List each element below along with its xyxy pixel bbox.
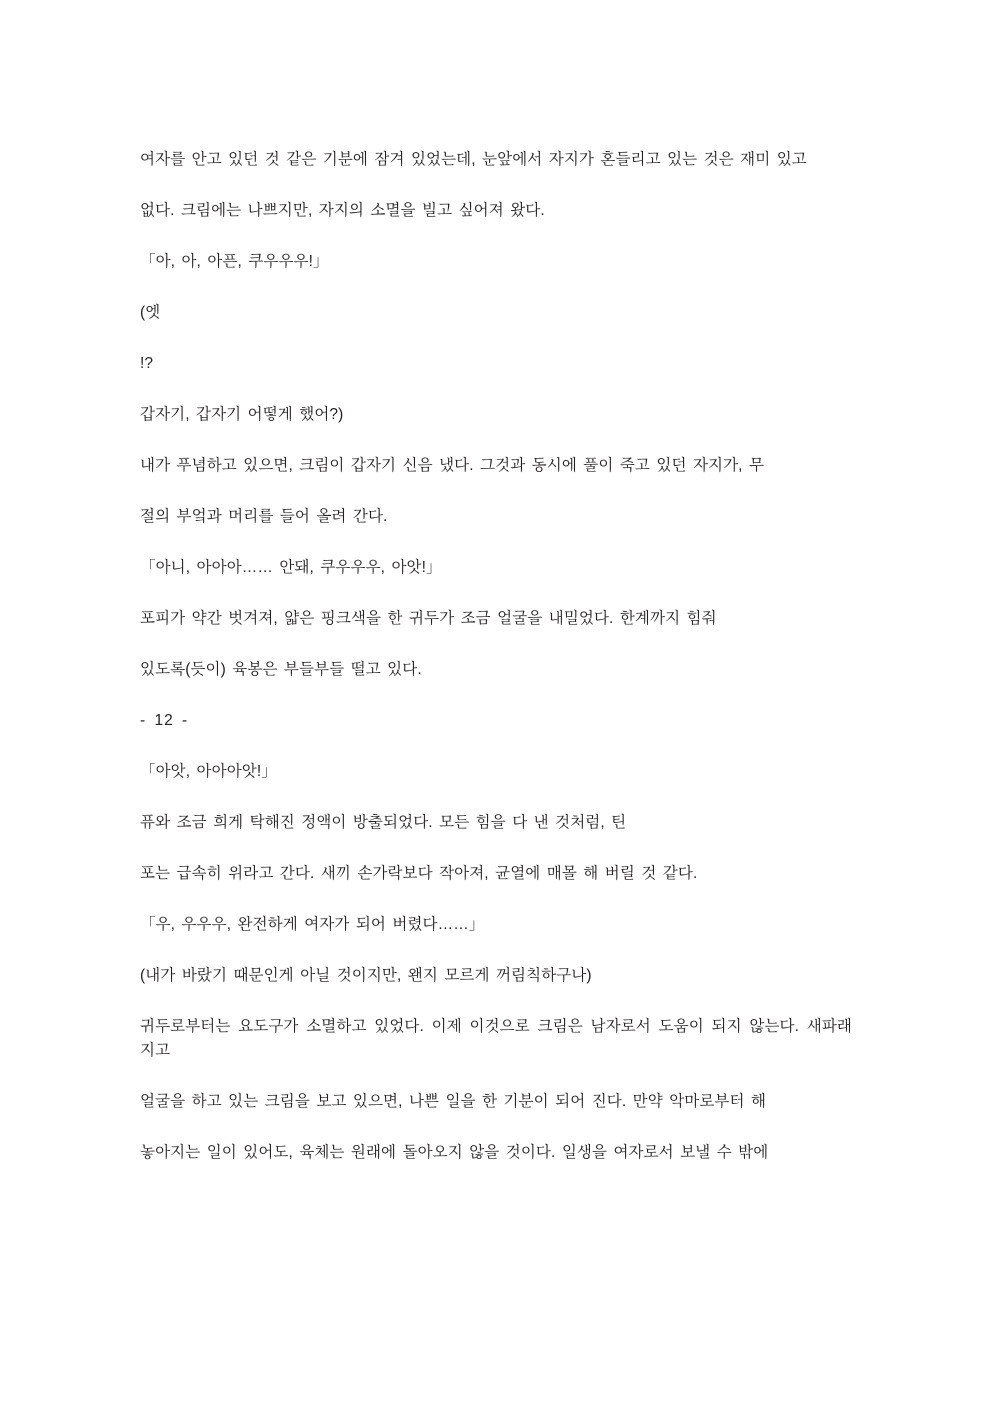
- paragraph: (내가 바랐기 때문인게 아닐 것이지만, 왠지 모르게 꺼림칙하구나): [140, 967, 592, 985]
- paragraph: 퓨와 조금 희게 탁해진 정액이 방출되었다. 모든 힘을 다 낸 것처럼, 틴: [140, 814, 627, 832]
- paragraph: (엣: [140, 304, 161, 322]
- paragraph: 「아니, 아아아…… 안돼, 쿠우우우, 아앗!」: [140, 559, 442, 577]
- document-text-body: [140, 148, 852, 1165]
- paragraph: 얼굴을 하고 있는 크림을 보고 있으면, 나쁜 일을 한 기분이 되어 진다. 만약 악마로부터 해: [140, 1093, 767, 1111]
- paragraph: 「우, 우우우, 완전하게 여자가 되어 버렸다……」: [140, 916, 485, 934]
- paragraph: 귀두로부터는 요도구가 소멸하고 있었다. 이제 이것으로 크림은 남자로서 도움이 되지 않는다. 새파래지고: [140, 1018, 852, 1060]
- paragraph: 없다. 크림에는 나쁘지만, 자지의 소멸을 빌고 싶어져 왔다.: [140, 202, 545, 220]
- paragraph: 놓아지는 일이 있어도, 육체는 원래에 돌아오지 않을 것이다. 일생을 여자로서 보낼 수 밖에: [140, 1144, 769, 1162]
- page-number: - 12 -: [140, 712, 189, 730]
- paragraph: 포피가 약간 벗겨져, 얇은 핑크색을 한 귀두가 조금 얼굴을 내밀었다. 한계까지 힘줘: [140, 610, 717, 628]
- paragraph: 포는 급속히 위라고 간다. 새끼 손가락보다 작아져, 균열에 매몰 해 버릴 것 같다.: [140, 865, 698, 883]
- paragraph: 「아앗, 아아아앗!」: [140, 763, 277, 781]
- paragraph: 여자를 안고 있던 것 같은 기분에 잠겨 있었는데, 눈앞에서 자지가 혼들리고 있는 것은 재미 있고: [140, 151, 807, 168]
- paragraph: 내가 푸념하고 있으면, 크림이 갑자기 신음 냈다. 그것과 동시에 풀이 죽고 있던 자지가, 무: [140, 457, 765, 475]
- paragraph: 「아, 아, 아픈, 쿠우우우!」: [140, 253, 329, 271]
- paragraph: 갑자기, 갑자기 어떻게 했어?): [140, 406, 344, 424]
- paragraph: !?: [140, 355, 154, 373]
- paragraph: 있도록(듯이) 육봉은 부들부들 떨고 있다.: [140, 661, 422, 679]
- paragraph: 절의 부엌과 머리를 들어 올려 간다.: [140, 508, 388, 526]
